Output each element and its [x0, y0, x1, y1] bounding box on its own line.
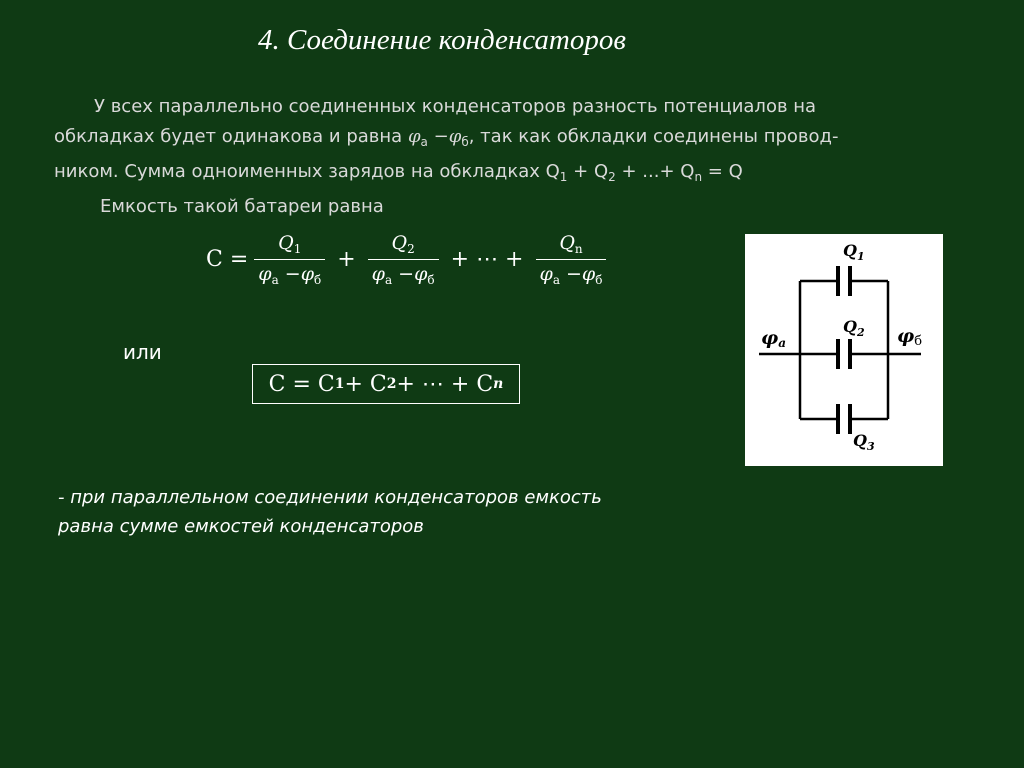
parallel-circuit-diagram	[745, 234, 943, 466]
minus-phi: −φ	[278, 263, 314, 285]
q2-subscript: 2	[608, 170, 616, 184]
paragraph-line-3-mid1: + Q	[567, 161, 609, 182]
phi-subscript: б	[595, 273, 603, 287]
q-symbol: Q	[278, 232, 294, 254]
phi-subscript: б	[314, 273, 322, 287]
label-q1: $Q_1$	[843, 241, 865, 263]
sum-lhs: C = C	[268, 371, 335, 397]
boxed-sum-formula	[252, 364, 520, 404]
numerator-2	[388, 232, 419, 259]
body-paragraph	[54, 92, 974, 222]
denominator-n	[536, 259, 607, 287]
cn-subscript: n	[493, 376, 504, 392]
note-line-2: равна сумме емкостей конденсаторов	[58, 516, 424, 537]
fraction-term-n	[536, 232, 607, 287]
qn-subscript: n	[694, 170, 703, 184]
plus-sign: +	[337, 247, 356, 272]
minus-sign: −	[427, 126, 449, 147]
phi-symbol: φ	[371, 263, 385, 285]
c1-subscript: 1	[334, 376, 345, 392]
sum-plus-1: + C	[344, 371, 387, 397]
q-symbol: Q	[391, 232, 408, 254]
note-line-1: - при параллельном соединении конденсаторов емкость	[58, 487, 602, 508]
q-symbol: Q	[559, 232, 575, 254]
capacitance-formula	[206, 232, 612, 287]
numerator-n	[555, 232, 586, 259]
paragraph-line-3-text: ником. Сумма одноименных зарядов на обкладках Q	[54, 161, 560, 182]
numerator-1	[274, 232, 305, 259]
phi-a-subscript: а	[420, 135, 428, 149]
paragraph-line-3	[54, 157, 974, 192]
paragraph-line-1: У всех параллельно соединенных конденсаторов разность потенциалов на	[94, 96, 817, 117]
label-phi-a: φa	[761, 327, 786, 350]
q-subscript: 2	[407, 242, 415, 256]
phi-subscript: а	[384, 273, 393, 287]
phi-subscript: а	[271, 273, 279, 287]
formula-lhs: C =	[206, 247, 249, 272]
minus-phi: −φ	[559, 263, 596, 285]
q-subscript: n	[574, 242, 583, 256]
paragraph-line-2-text: обкладках будет одинакова и равна	[54, 126, 408, 147]
denominator-1	[254, 259, 325, 287]
label-q3: $Q_3$	[853, 431, 875, 453]
sum-plus-dots: + ⋯ + C	[396, 371, 494, 397]
paragraph-line-2	[54, 122, 974, 157]
q-subscript: 1	[293, 242, 302, 256]
q1-subscript: 1	[559, 170, 568, 184]
label-phi-b: φб	[897, 325, 923, 349]
or-label: или	[123, 340, 162, 364]
fraction-term-1	[254, 232, 325, 287]
paragraph-line-4: Емкость такой батареи равна	[100, 196, 384, 217]
minus-phi: −φ	[392, 263, 428, 285]
fraction-term-2	[368, 232, 439, 287]
paragraph-line-2-end: , так как обкладки соединены провод-	[468, 126, 839, 147]
label-q2: $Q_2$	[843, 317, 865, 339]
c2-subscript: 2	[386, 376, 397, 392]
phi-symbol: φ	[539, 263, 553, 285]
phi-a-symbol: φ	[407, 126, 421, 147]
phi-subscript: б	[427, 273, 435, 287]
ellipsis-sum: + ⋯ +	[450, 247, 524, 272]
phi-subscript: а	[552, 273, 560, 287]
paragraph-line-3-mid2: + ...+ Q	[615, 161, 695, 182]
conclusion-note	[58, 483, 758, 541]
phi-symbol: φ	[258, 263, 272, 285]
phi-b-subscript: б	[461, 135, 469, 149]
denominator-2	[368, 259, 439, 287]
paragraph-line-3-end: = Q	[702, 161, 743, 182]
circuit-svg	[745, 234, 943, 466]
phi-b-symbol: φ	[448, 126, 462, 147]
slide-title: 4. Соединение конденсаторов	[258, 24, 626, 56]
